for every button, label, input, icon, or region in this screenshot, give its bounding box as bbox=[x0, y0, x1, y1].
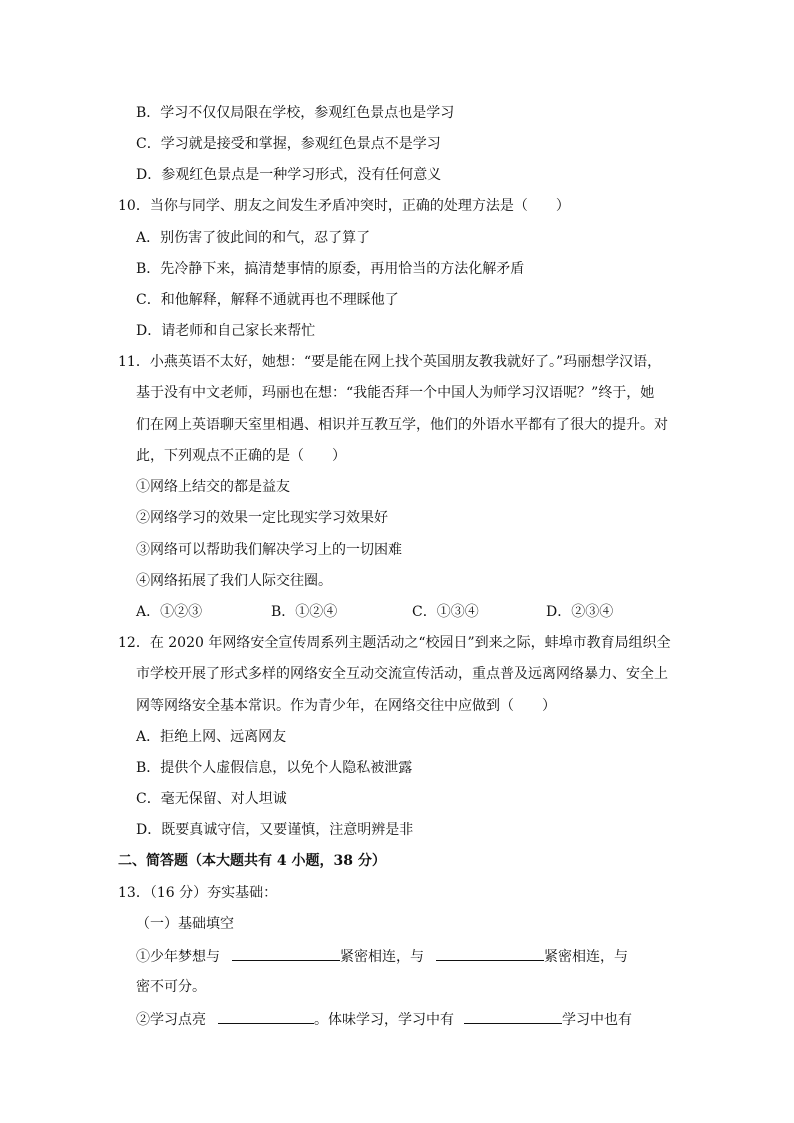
q11-option-a: A．①②③ bbox=[136, 604, 203, 620]
q13-item2-part1: ②学习点亮 bbox=[136, 1012, 206, 1028]
q12-stem-line3: 网等网络安全基本常识。作为青少年，在网络交往中应做到（ ） bbox=[136, 698, 556, 714]
q13-stem: 13．（16 分）夯实基础： bbox=[118, 885, 278, 901]
q12-option-c: C．毫无保留、对人坦诚 bbox=[136, 791, 287, 807]
q12-option-b: B．提供个人虚假信息，以免个人隐私被泄露 bbox=[136, 760, 413, 776]
q11-statement-1: ①网络上结交的都是益友 bbox=[136, 479, 290, 495]
q13-sub-heading: （一）基础填空 bbox=[136, 916, 234, 932]
q13-item2-row bbox=[136, 1009, 632, 1029]
q11-statement-3: ③网络可以帮助我们解决学习上的一切困难 bbox=[136, 542, 402, 558]
q10-option-d: D．请老师和自己家长来帮忙 bbox=[136, 323, 316, 339]
q13-item2-part2: 。体味学习，学习中有 bbox=[314, 1012, 454, 1028]
q9-option-d: D．参观红色景点是一种学习形式，没有任何意义 bbox=[136, 167, 442, 183]
q10-option-c: C．和他解释，解释不通就再也不理睬他了 bbox=[136, 292, 399, 308]
q11-statement-4: ④网络拓展了我们人际交往圈。 bbox=[136, 573, 332, 589]
q13-item2-blank1[interactable] bbox=[218, 1009, 314, 1024]
q10-stem: 10．当你与同学、朋友之间发生矛盾冲突时，正确的处理方法是（ ） bbox=[118, 198, 570, 214]
q12-stem-line1: 12．在 2020 年网络安全宣传周系列主题活动之“校园日”到来之际，蚌埠市教育局组织全 bbox=[118, 635, 671, 651]
q9-option-b: B．学习不仅仅局限在学校，参观红色景点也是学习 bbox=[136, 105, 455, 121]
q13-item2-part3: 学习中也有 bbox=[562, 1012, 632, 1028]
q13-item2-blank2[interactable] bbox=[464, 1009, 562, 1024]
q12-stem-line2: 市学校开展了形式多样的网络安全互动交流宣传活动，重点普及远离网络暴力、安全上 bbox=[136, 666, 668, 682]
q13-item1-blank2[interactable] bbox=[436, 946, 544, 961]
q11-stem-line1: 11．小燕英语不太好，她想：“要是能在网上找个英国朋友教我就好了。”玛丽想学汉语， bbox=[118, 354, 662, 370]
q13-item1-line2: 密不可分。 bbox=[136, 979, 206, 995]
q11-option-b: B．①②④ bbox=[271, 604, 338, 620]
q10-option-b: B．先冷静下来，搞清楚事情的原委，再用恰当的方法化解矛盾 bbox=[136, 261, 525, 277]
q9-option-c: C．学习就是接受和掌握，参观红色景点不是学习 bbox=[136, 136, 441, 152]
q10-option-a: A．别伤害了彼此间的和气，忍了算了 bbox=[136, 230, 371, 246]
q13-item1-part1: ①少年梦想与 bbox=[136, 949, 220, 965]
q11-stem-line4: 此，下列观点不正确的是（ ） bbox=[136, 448, 346, 464]
q13-item1-blank1[interactable] bbox=[232, 946, 340, 961]
q11-option-c: C．①③④ bbox=[412, 604, 479, 620]
q13-item1-part2: 紧密相连，与 bbox=[340, 949, 424, 965]
q13-item1-part3: 紧密相连，与 bbox=[544, 949, 628, 965]
q11-stem-line3: 们在网上英语聊天室里相遇、相识并互教互学，他们的外语水平都有了很大的提升。对 bbox=[136, 417, 668, 433]
q11-statement-2: ②网络学习的效果一定比现实学习效果好 bbox=[136, 510, 388, 526]
section-2-heading: 二、简答题（本大题共有 4 小题，38 分） bbox=[118, 853, 386, 869]
q12-option-d: D．既要真诚守信，又要谨慎，注意明辨是非 bbox=[136, 822, 414, 838]
q11-stem-line2: 基于没有中文老师，玛丽也在想：“我能否拜一个中国人为师学习汉语呢？”终于，她 bbox=[136, 385, 655, 401]
q13-item1-row bbox=[136, 946, 628, 966]
q11-option-d: D．②③④ bbox=[546, 604, 614, 620]
q12-option-a: A．拒绝上网、远离网友 bbox=[136, 729, 287, 745]
